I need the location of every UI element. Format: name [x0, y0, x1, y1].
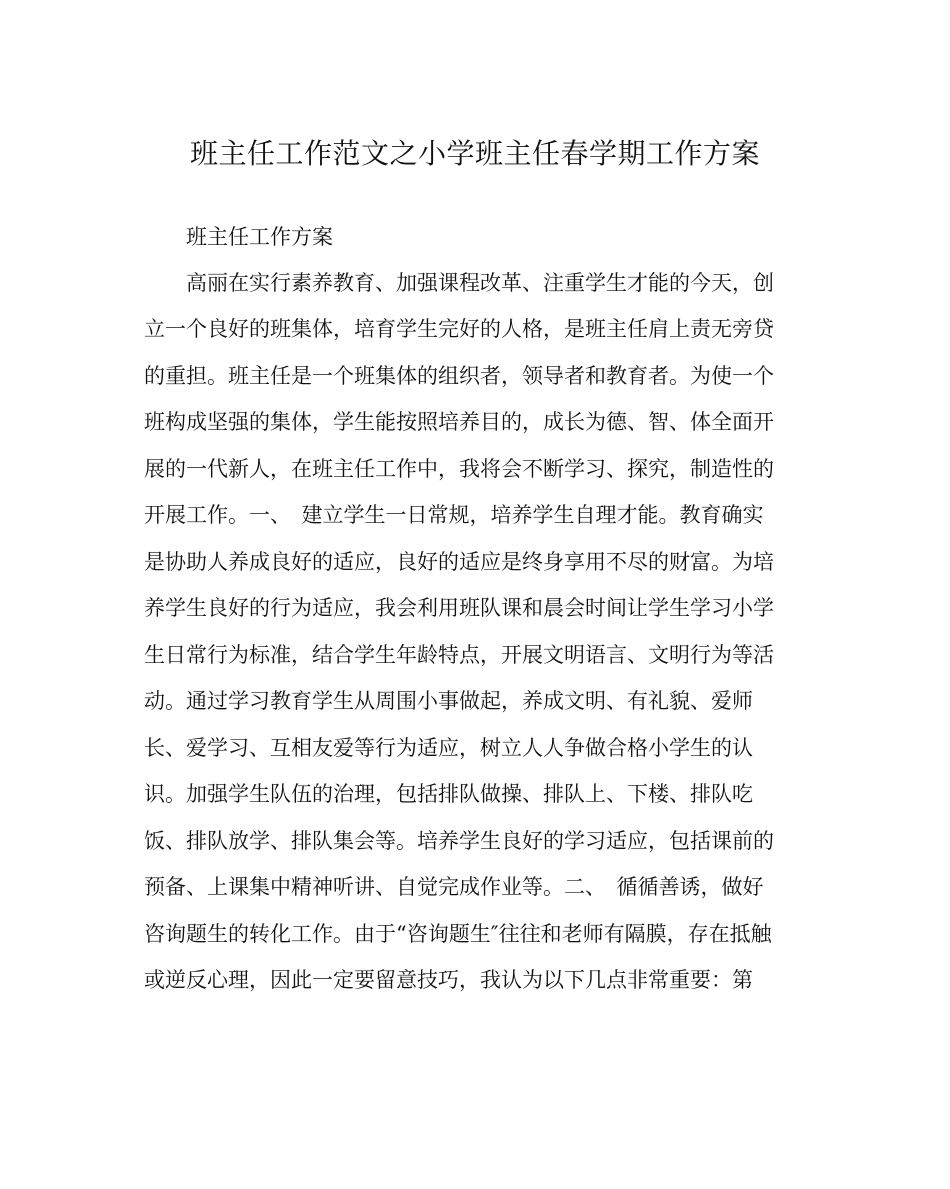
document-title: 班主任工作范文之小学班主任春学期工作方案 [189, 137, 760, 170]
paragraph-line: 识。加强学生队伍的治理，包括排队做操、排队上、下楼、排队吃 [144, 782, 753, 806]
section-heading: 班主任工作方案 [186, 225, 333, 249]
paragraph-line: 预备、上课集中精神听讲、自觉完成作业等。二、 循循善诱，做好 [144, 875, 764, 899]
paragraph-line: 养学生良好的行为适应，我会利用班队课和晨会时间让学生学习小学 [144, 596, 774, 620]
paragraph-line: 饭、排队放学、排队集会等。培养学生良好的学习适应，包括课前的 [144, 829, 774, 853]
paragraph-line: 长、爱学习、互相友爱等行为适应，树立人人争做合格小学生的认 [144, 736, 753, 760]
paragraph-line: 高丽在实行素养教育、加强课程改革、注重学生才能的今天，创 [186, 271, 774, 295]
paragraph-line: 生日常行为标准，结合学生年龄特点，开展文明语言、文明行为等活 [144, 643, 774, 667]
paragraph-line: 的重担。班主任是一个班集体的组织者，领导者和教育者。为使一个 [144, 364, 774, 388]
paragraph-line: 立一个良好的班集体，培育学生完好的人格，是班主任肩上责无旁贷 [144, 317, 774, 341]
paragraph-line: 是协助人养成良好的适应，良好的适应是终身享用不尽的财富。为培 [144, 550, 774, 574]
paragraph-line: 或逆反心理，因此一定要留意技巧，我认为以下几点非常重要：第 [144, 968, 753, 992]
paragraph-line: 动。通过学习教育学生从周围小事做起，养成文明、有礼貌、爱师 [144, 689, 753, 713]
paragraph-line: 展的一代新人，在班主任工作中，我将会不断学习、探究，制造性的 [144, 457, 774, 481]
paragraph-line: 班构成坚强的集体，学生能按照培养目的，成长为德、智、体全面开 [144, 410, 774, 434]
paragraph-line: 咨询题生的转化工作。由于“咨询题生″往往和老师有隔膜，存在抵触 [144, 922, 772, 946]
paragraph-line: 开展工作。一、 建立学生一日常规，培养学生自理才能。教育确实 [144, 503, 764, 527]
